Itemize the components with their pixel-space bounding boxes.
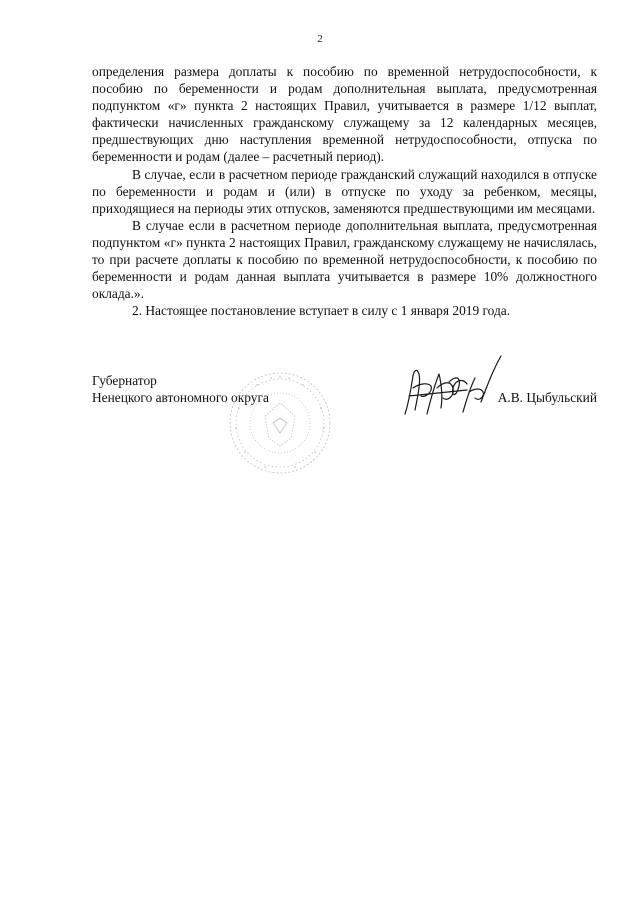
paragraph-ten-percent-rule: В случае если в расчетном периоде дополнительная выплата, предусмотренная подпунктом «г» пункта 2 настоящих Правил, гражданскому служащему не начислялась, то при расчете доплаты к пособию по временной нетрудоспособности, к пособию по беременности и родам данная выплата учитывается в размере 10% должностного оклада.». (92, 217, 597, 302)
paragraph-continuation: определения размера доплаты к пособию по временной нетрудоспособности, к пособию по беременности и родам дополнительная выплата, предусмотренная подпунктом «г» пункта 2 настоящих Правил, учитывается в размере 1/12 выплат, фактически начисленных гражданскому служащему за 12 календарных месяцев, предшествующих дню наступления временной нетрудоспособности, отпуска по беременности и родам (далее – расчетный период). (92, 64, 597, 165)
official-seal-stamp (225, 368, 335, 478)
signature-block (92, 368, 597, 508)
paragraph-effective-date: 2. Настоящее постановление вступает в силу с 1 января 2019 года. (132, 303, 511, 319)
page-number: 2 (317, 33, 323, 45)
handwritten-signature (397, 352, 507, 424)
signer-name: А.В. Цыбульский (497, 390, 597, 405)
signer-position-region: Ненецкого автономного округа (92, 390, 269, 406)
paragraph-vacation-replacement: В случае, если в расчетном периоде гражданский служащий находился в отпуске по беременности и родам и (или) в отпуске по уходу за ребенком, месяцы, приходящиеся на периоды этих отпусков, заменяются предшествующими им месяцами. (92, 166, 597, 216)
document-body (92, 63, 597, 319)
signer-position-title: Губернатор (92, 373, 157, 388)
